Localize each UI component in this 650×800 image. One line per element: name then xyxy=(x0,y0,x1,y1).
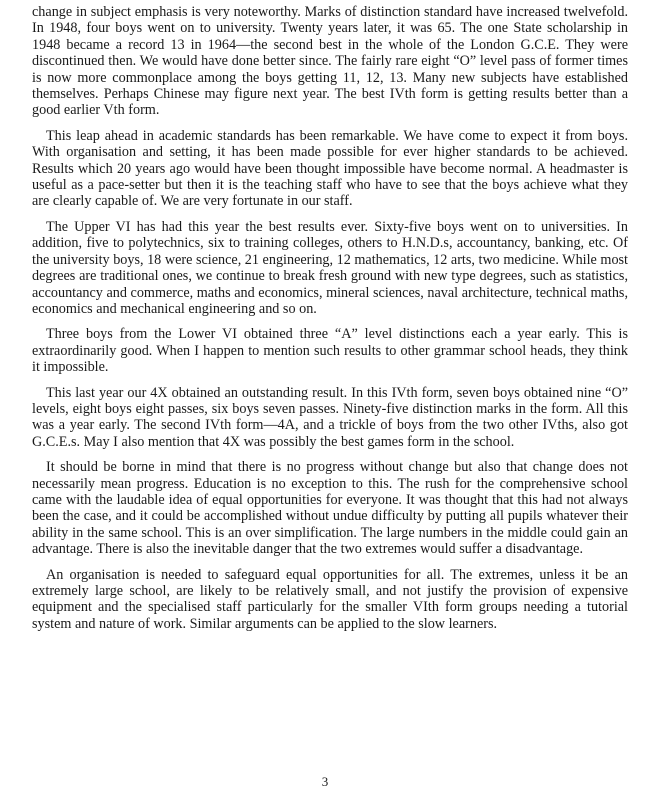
page-number: 3 xyxy=(321,774,329,789)
paragraph-upper-vi-results: The Upper VI has had this year the best results ever. Sixty-five boys went on to universities. In addition, five to polytechnics, six to training colleges, others to H.N.D.s, accountancy, banking, etc. Of the university boys, 18 were science, 21 engineering, 12 mathematics, 12 arts, two medicine. While most degrees are traditional ones, we continue to break fresh ground with new type degrees, such as statistics, accountancy and commerce, maths and economics, mineral sciences, naval architecture, technical maths, economics and mechanical engineering and so on. xyxy=(32,218,628,317)
paragraph-academic-standards: This leap ahead in academic standards has been remarkable. We have come to expect it from boys. With organisation and setting, it has been made possible for ever higher standards to be achieved. Results which 20 years ago would have been thought impossible have become normal. A headmaster is useful as a pace-setter but then it is the teaching staff who have to see that the boys achieve what they are clearly capable of. We are very fortunate in our staff. xyxy=(32,127,628,210)
document-page xyxy=(32,4,628,641)
paragraph-subject-emphasis: change in subject emphasis is very noteworthy. Marks of distinction standard have increased twelvefold. In 1948, four boys went on to university. Twenty years later, it was 65. The one State scholarship in 1948 became a record 13 in 1964—the second best in the whole of the London G.C.E. They were discontinued then. We would have done better since. The fairly rare eight “O” level pass of former times is now more commonplace among the boys getting 11, 12, 13. Many new subjects have established themselves. Perhaps Chinese may figure next year. The best IVth form is getting results better than a good earlier Vth form. xyxy=(32,4,628,119)
paragraph-lower-vi-distinctions: Three boys from the Lower VI obtained three “A” level distinctions each a year early. This is extraordinarily good. When I happen to mention such results to other grammar school heads, they think it impossible. xyxy=(32,326,628,376)
paragraph-progress-change: It should be borne in mind that there is no progress without change but also that change does not necessarily mean progress. Education is no exception to this. The rush for the comprehensive school came with the laudable idea of equal opportunities for everyone. It was thought that this had not always been the case, and it could be accomplished without undue difficulty by putting all pupils whatever their ability in the same school. This is an over simplification. The large numbers in the middle could gain an advantage. There is also the inevitable danger that the two extremes would suffer a disadvantage. xyxy=(32,459,628,558)
paragraph-4x-result: This last year our 4X obtained an outstanding result. In this IVth form, seven boys obtained nine “O” levels, eight boys eight passes, six boys seven passes. Ninety-five distinction marks in the form. All this was a year early. The second IVth form—4A, and a trickle of boys from the two other IVths, also got G.C.E.s. May I also mention that 4X was possibly the best games form in the school. xyxy=(32,384,628,450)
paragraph-equal-opportunities: An organisation is needed to safeguard equal opportunities for all. The extremes, unless it be an extremely large school, are likely to be relatively small, and not justify the provision of expensive equipment and the specialised staff particularly for the smaller VIth form groups needing a tutorial system and nature of work. Similar arguments can be applied to the slow learners. xyxy=(32,566,628,632)
